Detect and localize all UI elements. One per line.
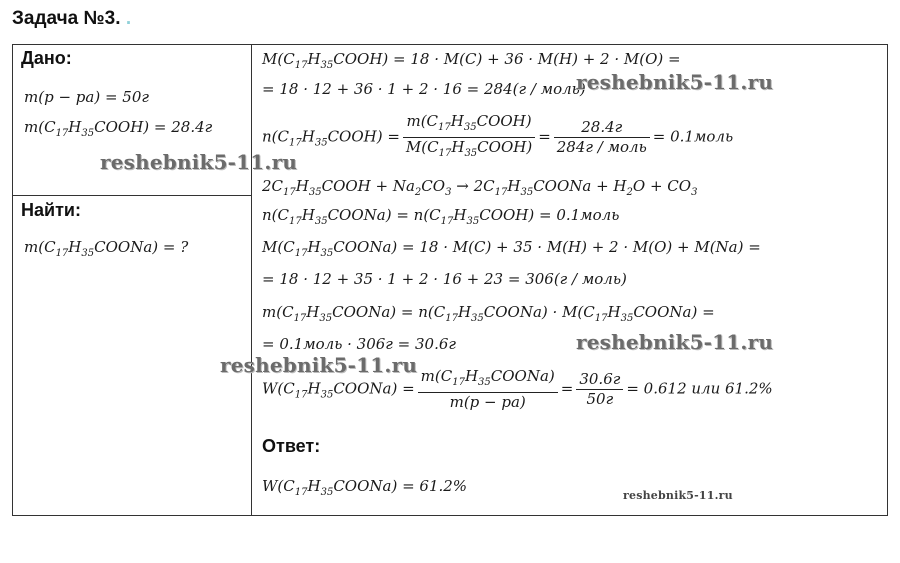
solution-line-1: $M(C_{17}H_{35}COOH) = 18 \cdot M(C) + 36 \cdot M(H) + 2 \cdot M(O)$ = (262, 50, 681, 71)
find-target: $m(C_{17}H_{35}COONa)$ = ? (24, 238, 189, 259)
task-title (12, 8, 131, 30)
reaction-equation: $2C_{17}H_{35}COOH + Na_2CO_3$ → $2C_{17}H_{35}COONa + H_2O + CO_3$ (262, 177, 698, 198)
title-dot: . (125, 8, 132, 29)
solution-line-3: $n(C_{17}H_{35}COOH)$ = $\frac{m(C_{17}H_{35}COOH)}{M(C_{17}H_{35}COOH)}$ = $\frac{28.4г}{\text{284г / моль}}$ = 0.1моль (262, 112, 733, 163)
watermark: reshebnik5-11.ru (100, 150, 298, 174)
solution-line-5: $n(C_{17}H_{35}COONa)$ = $n(C_{17}H_{35}COOH)$ = 0.1моль (262, 206, 620, 227)
given-mass-acid: $m(C_{17}H_{35}COOH) = 28.4г$ (24, 118, 213, 139)
watermark: reshebnik5-11.ru (220, 353, 418, 377)
given-mass-solution: m(р − ра) = 50г (24, 88, 149, 106)
fraction-acid-moles: $\frac{m(C_{17}H_{35}COOH)}{M(C_{17}H_{35}COOH)}$ (403, 112, 535, 163)
fraction-mass-values: $\frac{30.6г}{50г}$ (576, 370, 623, 409)
watermark: reshebnik5-11.ru (576, 70, 774, 94)
fraction-mass-fraction: $\frac{m(C_{17}H_{35}COONa)}{m(р - ра)}$ (418, 367, 558, 412)
fraction-acid-values: $\frac{28.4г}{\text{284г / моль}}$ (554, 118, 650, 157)
find-header: Найти: (21, 200, 81, 220)
watermark: reshebnik5-11.ru (576, 330, 774, 354)
task-title-text: Задача №3. (12, 8, 121, 29)
answer-header: Ответ: (262, 436, 321, 456)
solution-line-2: = 18 · 12 + 36 · 1 + 2 · 16 = 284(г / моль) (262, 80, 586, 98)
solution-line-9: = 0.1моль · 306г = 30.6г (262, 335, 456, 353)
answer-value: $W(C_{17}H_{35}COONa) = 61.2\%$ (262, 477, 468, 498)
solution-line-7: = 18 · 12 + 35 · 1 + 2 · 16 + 23 = 306(г / моль) (262, 270, 627, 288)
solution-line-6: $M(C_{17}H_{35}COONa) = 18 \cdot M(C) + 35 \cdot M(H) + 2 \cdot M(O) + M(Na)$ = (262, 238, 761, 259)
column-divider (251, 44, 252, 516)
given-header: Дано: (21, 48, 72, 68)
watermark: reshebnik5-11.ru (623, 489, 733, 502)
solution-line-8: $m(C_{17}H_{35}COONa)$ = $n(C_{17}H_{35}COONa)$ · $M(C_{17}H_{35}COONa)$ = (262, 303, 715, 324)
row-divider (12, 195, 252, 196)
mass-fraction-line: $W(C_{17}H_{35}COONa)$ = $\frac{m(C_{17}H_{35}COONa)}{m(р - ра)}$ = $\frac{30.6г}{50г}$ = 0.612 или 61.2% (262, 367, 773, 411)
